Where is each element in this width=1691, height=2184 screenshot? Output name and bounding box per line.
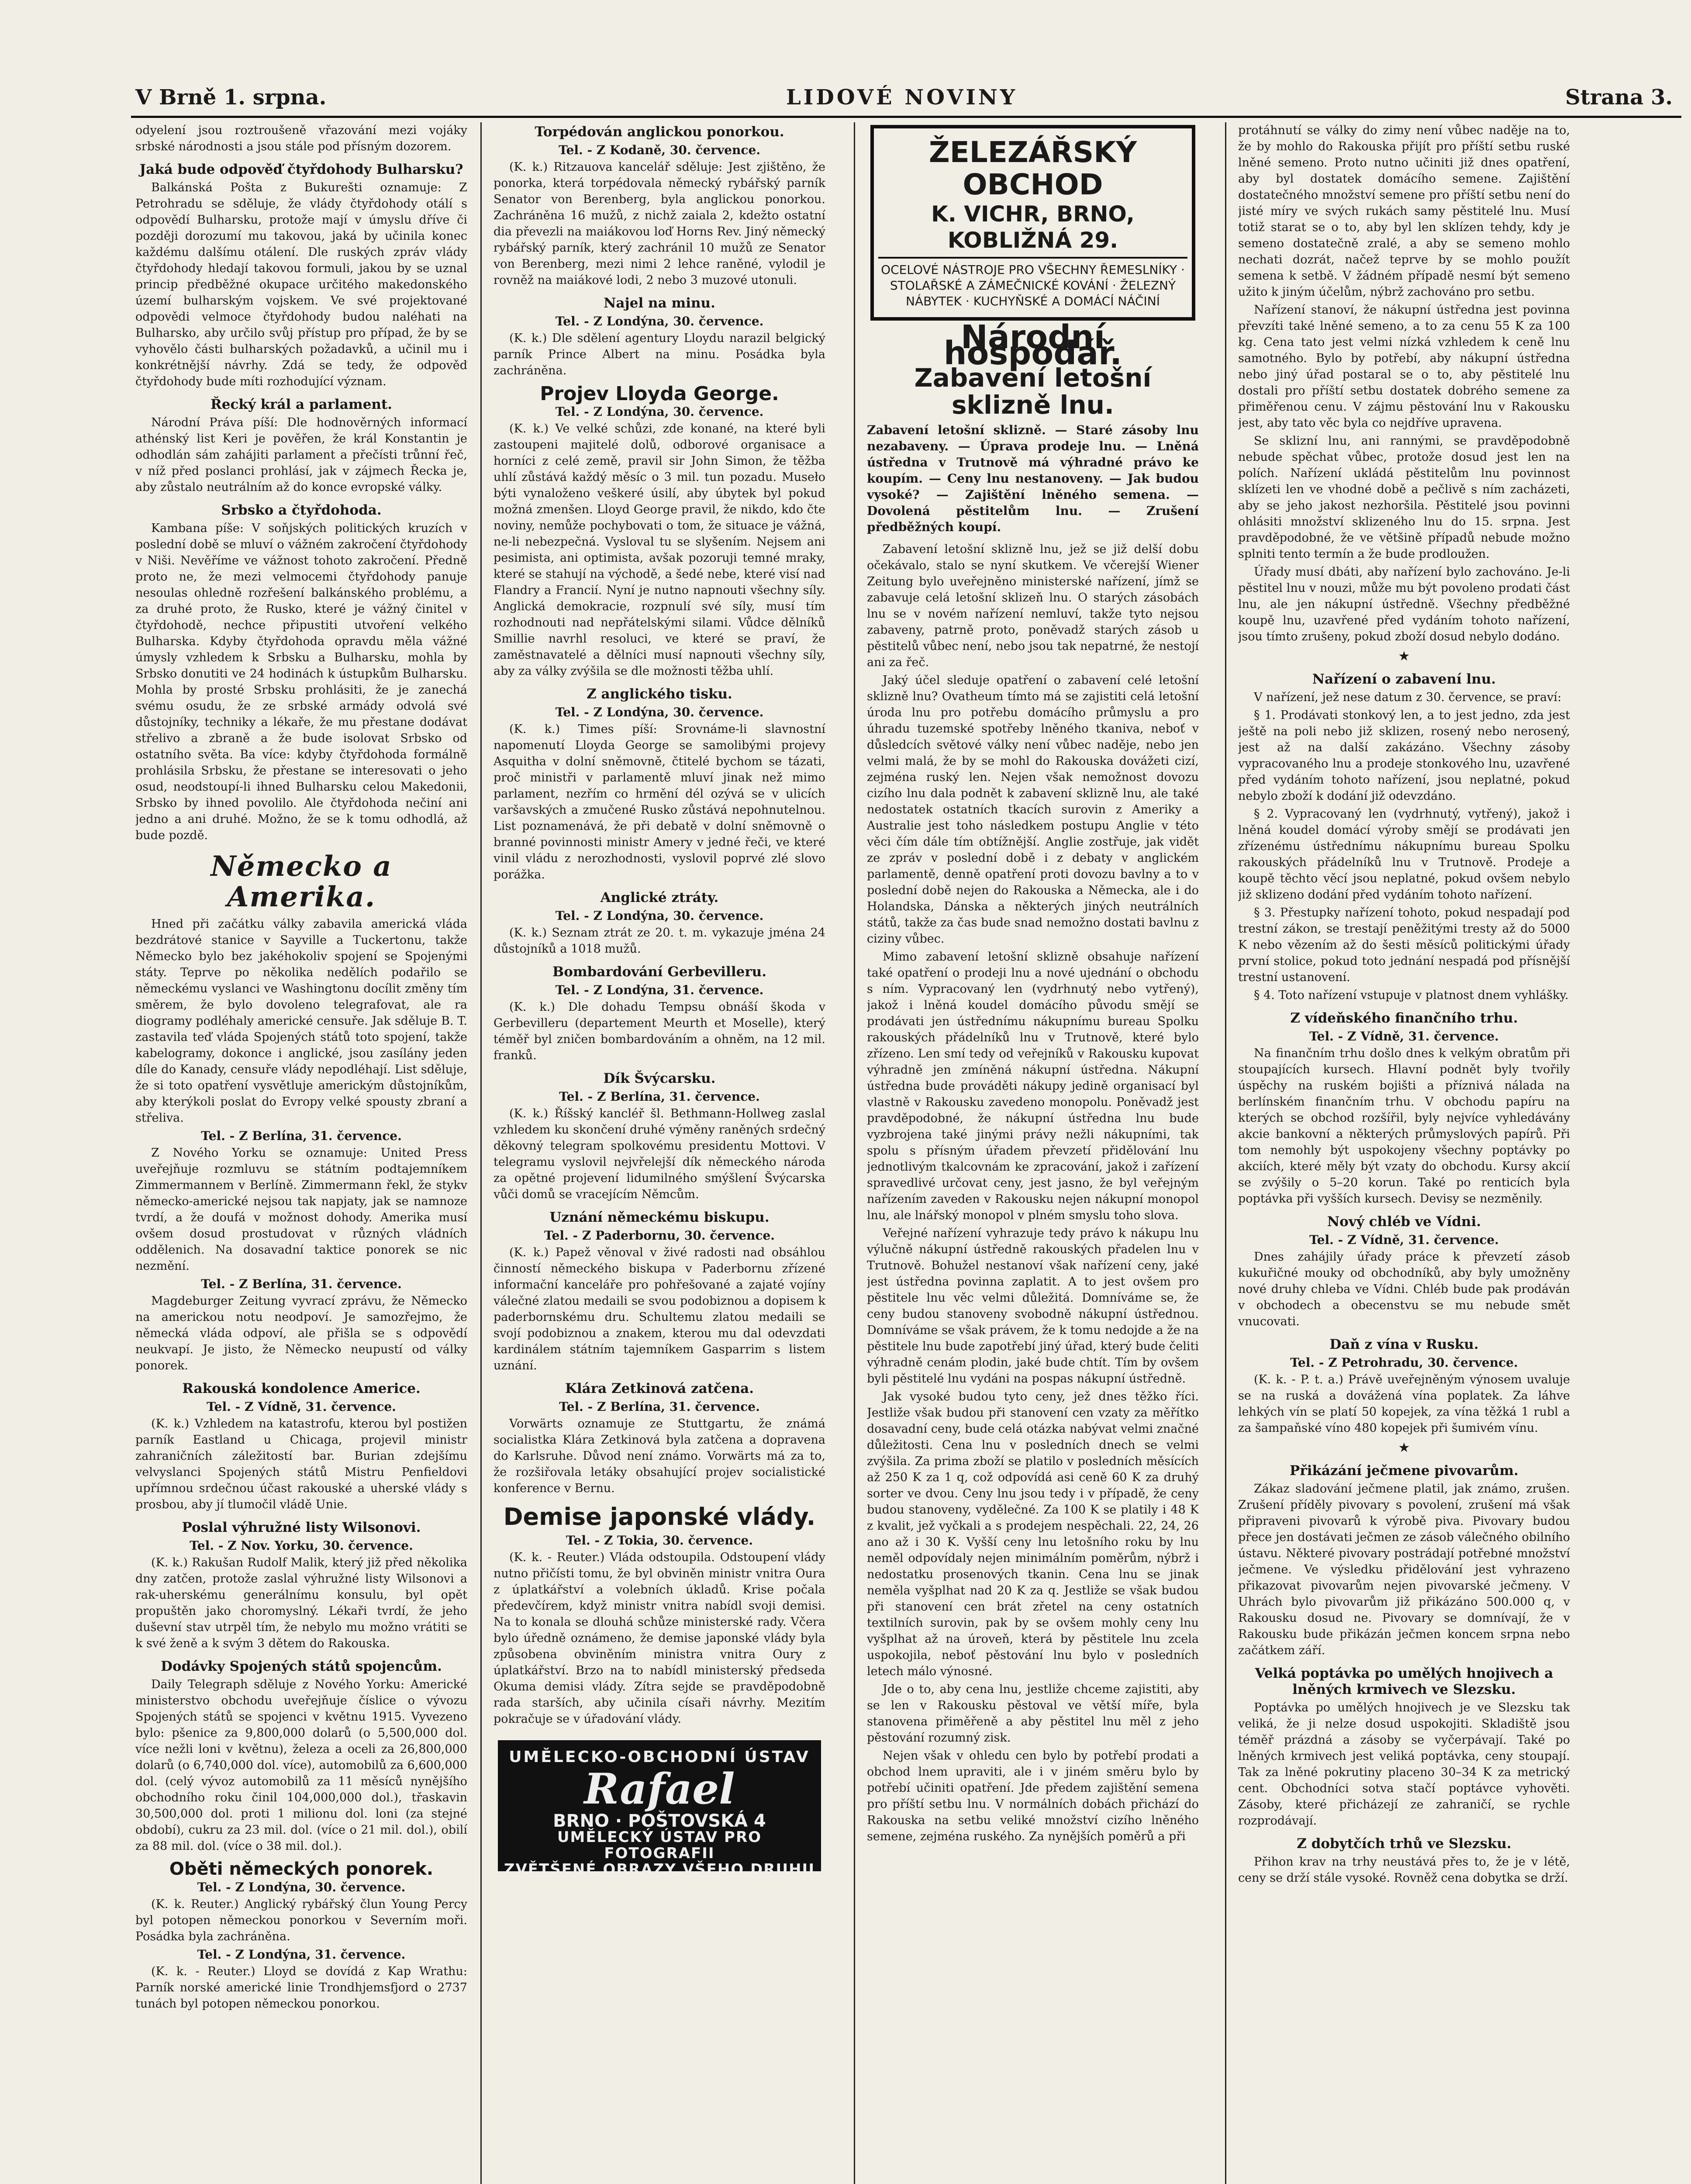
running-header	[131, 72, 1686, 120]
header-rule	[131, 116, 1681, 118]
dateline: Tel. - Z Londýna, 30. července.	[555, 705, 764, 719]
dateline: Tel. - Z Londýna, 30. července.	[555, 314, 764, 328]
dateline: Tel. - Z Paderbornu, 30. července.	[544, 1228, 775, 1243]
section-title: Národní hospodář.	[943, 318, 1122, 372]
article-body: (K. k.) Vzhledem na katastrofu, kterou byl postižen parník Eastland u Chicaga, projevil ministr zahraničních záležitostí bar. Burian zdejšímu velvyslanci Spojených států Mistru Penfieldovi upřímnou srdečnou účast rakouské a uherské vlády s prosbou, aby jí tlumočil vládě Unie.	[135, 1417, 467, 1511]
article-body: Z Nového Yorku se oznamuje: United Press uveřejňuje rozmluvu se státním podtajemníkem Zimmermannem v Berlíně. Zimmermann řekl, že stykv německo-americké nejsou tak napjaty, jak se namnoze tvrdí, a že doufá v možnost dohody. Amerika musí ovšem dosud prostudovat v různých vládních oddělenich. Na dosavadní taktice ponorek se nic nezmění.	[135, 1146, 467, 1273]
article-headline: Velká poptávka po umělých hnojivech a lněných krmivech ve Slezsku.	[1255, 1666, 1553, 1697]
photo-studio-advertisement	[498, 1740, 821, 1878]
dateline: Tel. - Z Londýna, 30. července.	[197, 1880, 406, 1894]
column-rule	[480, 122, 482, 2184]
article-summary: Zabavení letošní sklizně. — Staré zásoby lnu nezabaveny. — Úprava prodeje lnu. — Lněná ústředna v Trutnově má výhradné právo ke koupím. — Ceny lnu nestanoveny. — Jak budou vysoké? — Zajištění lněného semena. — Dovolená pěstitelům lnu. — Zrušení předběžných koupí.	[867, 423, 1199, 534]
section-headline: Německo a Amerika.	[211, 850, 392, 913]
article-body: Nařízení stanoví, že nákupní ústředna jest povinna převzíti také lněné semeno, a to za cenu 55 K za 100 kg. Cena tato jest velmi nízká vzhledem k ceně lnu samotného. Bylo by potřebí, aby nákupní ústředna nebo jiný úřad postaral se o to, aby pěstitelé lnu dostali pro příští setbu dostatek dobrého semene za přiměřenou cenu. V zájmu pěstování lnu v Rakousku jest, aby tato věc byla co nejdříve upravena.	[1238, 303, 1570, 430]
article-body: § 3. Přestupky nařízení tohoto, pokud nespadají pod trestní zákon, se trestají peněžitými tresty až do 5000 K nebo vězením až do šesti měsíců politickými úřady první stolice, pokud toto jednání nespadá pod přísnější trestní ustanovení.	[1238, 906, 1570, 984]
article-body: (K. k.) Ritzauova kancelář sděluje: Jest zjištěno, že ponorka, která torpédovala německý rybářský parník Senator von Berenberg, byla anglickou ponorkou. Zachráněna 16 mužů, z nichž zaiala 2, kdežto ostatní dia převezli na maiákovou loď Horns Rev. Jiný německý rybářský parník, který zachránil 10 mužů ze Senator von Berenberg, mezi nimi 2 lehce raněné, vylodil je rovněž na maiákové lodi, 2 nebo 3 muzové utonuli.	[493, 160, 825, 287]
dateline: Tel. - Z Vídně, 31. července.	[207, 1400, 396, 1414]
article-body: Přihon krav na trhy neustává přes to, že je v létě, ceny se drží stále vysoké. Rovněž cena dobytka se drží.	[1238, 1855, 1570, 1885]
dateline: Tel. - Z Kodaně, 30. července.	[558, 143, 761, 157]
article-body: (K. k.) Seznam ztrát ze 20. t. m. vykazuje jména 24 důstojníků a 1018 mužů.	[493, 926, 825, 956]
ad-line: UMĚLECKO-OBCHODNÍ ÚSTAV	[509, 1748, 810, 1766]
article-headline: Torpédován anglickou ponorkou.	[535, 124, 784, 140]
column-rule	[1225, 122, 1226, 2184]
article-headline: Zabavení letošní sklizně lnu.	[914, 363, 1152, 420]
ad-title: ŽELEZÁŘSKÝ OBCHOD	[928, 135, 1137, 201]
article-headline: Dík Švýcarsku.	[603, 1071, 716, 1086]
article-headline: Řecký král a parlament.	[210, 397, 393, 412]
dateline: Tel. - Z Vídně, 31. července.	[1309, 1029, 1499, 1044]
hardware-store-advertisement	[870, 125, 1195, 321]
article-body: Jaký účel sleduje opatření o zabavení celé letošní sklizně lnu? Ovatheum tímto má se zajistiti celá letošní úroda lnu pro potřebu domácího průmyslu a pro úhradu tuzemské spotřeby lněného tkaniva, neboť v důsledcích světové války není vůbec naděje, nebo jen velmi malá, že by se mohl do Rakouska dovážeti cizí, zejména ruský len. Nejen však nemožnost dovozu cizího lnu dala podnět k zabavení sklizně lnu, ale také nedostatek ostatních tkacích surovin z Ameriky a Australie jest toho následkem postupu Anglie v této věci čím dále tím obtížnější. Anglie zostřuje, jak vidět ze zpráv v poslední době i z debaty v anglickém parlamentě, denně opatření proti dovozu bavlny a to v poslední době nejen do Rakouska a Německa, ale i do Holandska, Dánska a některých jiných neutrálních států, takže za čas bude snad nemožno dostati bavlnu z ciziny vůbec.	[867, 674, 1199, 946]
article-body: Národní Práva píší: Dle hodnověrných informací athénský list Keri je pověřen, že král Konstantin je odhodlán sám zahájiti parlament a přečísti trůnní řeč, v níž před poslanci prohlásí, jak v zájmech Řecka je, aby zůstalo neutrálním až do konce evropské války.	[135, 416, 467, 494]
article-body: Nejen však v ohledu cen bylo by potřebí prodati a obchod lnem upraviti, ale i v jiném směru bylo by potřebí učiniti opatření. Jde předem zajištění semena pro příští setbu lnu. V normálních dobách přichází do Rakouska na setbu veliké množství cizího lněného semene, zejména ruského. Za nynějších poměrů a při	[867, 1749, 1199, 1843]
article-headline: Nařízení o zabavení lnu.	[1312, 671, 1496, 687]
ad-line: ZVĚTŠENÉ OBRAZY VŠEHO DRUHU	[504, 1861, 815, 1878]
article-body: Mimo zabavení letošní sklizně obsahuje nařízení také opatření o prodeji lnu a nové ujednání o obchodu s ním. Vypracovaný len (vydrhnutý nebo vytřený), jakož i lněná koudel domácího původu smějí se prodávati jen ústřednímu nákupnímu bureau Spolku rakouských přádelníků lnu v Trutnově, které bylo zřízeno. Len smí tedy od veřejníků v Rakousku kupovat výhradně jen zmíněná nákupní ústředna. Nákupní ústředna bude prováděti nákupy jedině organisací byl vlastně v Rakousku zavedeno monopolu. Poněvadž jest pravděpodobné, že nákupní ústředna lnu bude vyzbrojena také jinými právy nežli nákupními, tak spolu s přísným úřadem převzetí přidělování lnu jednotlivým tkalcovnám ke zpracování, jakož i zařízení spravedlivé určovat ceny, jest jasno, že byl veřejným nařízením zaveden v Rakousku nejen nákupní monopol lnu, ale lnářský monopol v plném smyslu toho slova.	[867, 950, 1199, 1222]
article-headline: Oběti německých ponorek.	[169, 1859, 434, 1879]
article-headline: Srbsko a čtyřdohoda.	[221, 502, 382, 518]
article-body: Kambana píše: V soňjských politických kruzích v poslední době se mluví o vážném zakročení čtyřdohody v Niši. Nevěříme ve vážnost tohoto zakročení. Předně proto ne, že mezi velmocemi čtyřdohody panuje nesoulas ohledně rozřešení balkánského problému, a za druhé proto, že Rusko, které je vážný činitel v čtyřdohodě, nechce připustiti utvoření velkého Bulharska. Kdyby čtyřdohoda opravdu měla vážné úmysly vzhledem k Srbsku a Bulharsku, mohla by Srbsko donutiti ve 24 hodinách k ústupkům Bulharsku. Mohla by prosté Srbsku prohlásiti, že je zanechá svému osudu, že ze srbské armády odvolá své důstojníky, techniky a lékaře, že mu přestane dodávat střelivo a zbraně a že bude isolovat Srbsko od ostatního světa. Ba více: kdyby čtyřdohoda formálně prohlásila Srbsku, že přestane se interesovati o jeho osud, neodstoupí-li ihned Bulharsku celou Makedonii, Srbsko by ihned povolilo. Ale čtyřdohoda nečiní ani jedno a ani druhé. Možno, že se k tomu odhodlá, až bude pozdě.	[135, 522, 467, 842]
article-headline: Rakouská kondolence Americe.	[182, 1381, 421, 1396]
article-headline: Z vídeňského finančního trhu.	[1290, 1010, 1518, 1026]
article-body: (K. k.) Rakušan Rudolf Malik, který již před několika dny zatčen, protože zaslal výhružné listy Wilsonovi a rak-uherskému generálnímu konsulu, byl opět propuštěn jako choromyslný. Lékaři tvrdí, že jeho duševní stav utrpěl tím, že nebylo mu možno vrátiti se k své ženě a k svým 3 dětem do Rakouska.	[135, 1556, 467, 1650]
article-body: (K. k.) Dle dohadu Tempsu obnáší škoda v Gerbevilleru (departement Meurth et Moselle), který téměř byl zničen bombardováním a ohněm, na 12 mil. franků.	[493, 1000, 825, 1062]
dateline: Tel. - Z Londýna, 31. července.	[555, 983, 764, 997]
ad-line: BRNO · POŠTOVSKÁ 4	[553, 1811, 766, 1831]
article-headline: Daň z vína v Rusku.	[1329, 1337, 1479, 1352]
dateline: Tel. - Z Vídně, 31. července.	[1309, 1233, 1499, 1247]
column-rule	[854, 122, 855, 2184]
column-2	[493, 122, 825, 2184]
article-body: § 4. Toto nařízení vstupuje v platnost dnem vyhlášky.	[1254, 988, 1569, 1002]
article-headline: Jaká bude odpověď čtyřdohody Bulharsku?	[139, 162, 463, 177]
ad-address: K. VICHR, BRNO, KOBLIŽNÁ 29.	[878, 201, 1187, 259]
dateline: Tel. - Z Londýna, 30. července.	[555, 909, 764, 923]
article-body: V nařízení, jež nese datum z 30. července, se praví:	[1254, 691, 1562, 704]
article-headline: Poslal výhružné listy Wilsonovi.	[182, 1520, 421, 1535]
article-headline: Z anglického tisku.	[587, 686, 732, 702]
article-headline: Dodávky Spojených států spojencům.	[161, 1659, 442, 1674]
separator-star: ★	[1398, 649, 1410, 664]
article-body: Zabavení letošní sklizně lnu, jež se již delší dobu očekávalo, stalo se nyní skutkem. Ve včerejší Wiener Zeitung bylo uveřejněno ministerské nařízení, jímž se zabavuje celá letošní sklizeň lnu. O starých zásobách lnu se v novém nařízení nemluví, takže tyto nejsou zabaveny, patrně proto, poněvadž starých zásob u pěstitelů vůbec není, nebo jsou tak nepatrné, že nestojí ani za řeč.	[867, 543, 1199, 669]
article-body: Balkánská Pošta z Bukurešti oznamuje: Z Petrohradu se sděluje, že vlády čtyřdohody otálí s odpovědí Bulharsku, protože mají v úmyslu dříve či později dorozumí mu takovou, jaká by učinila konec každému dalšímu otálení. Dle ruských zpráv vlády čtyřdohody hledají takovou formuli, jakou by se uznal princip předběžné okupace určitého makedonského území bulharským vojskem. Ve své projektované odpovědi velmoce čtyřdohody budou naléhati na Bulharsko, aby určilo svůj přístup pro případ, že by se vyhovělo části bulharských požadavků, a učinil mu i konkrétnější návrhy. Zdá se tedy, že odpověď čtyřdohody bude míti rozhodující význam.	[135, 181, 467, 388]
article-headline: Nový chléb ve Vídni.	[1327, 1214, 1481, 1230]
article-continuation: odyelení jsou roztroušeně vřazování mezi vojáky srbské národnosti a jsou stále pod přísným dozorem.	[135, 124, 467, 153]
header-date: V Brně 1. srpna.	[135, 85, 327, 110]
dateline: Tel. - Z Berlína, 31. července.	[201, 1129, 402, 1143]
dateline: Tel. - Z Berlína, 31. července.	[201, 1277, 402, 1291]
article-body: (K. k. Reuter.) Anglický rybářský člun Young Percy byl potopen německou ponorkou v Severním moři. Posádka byla zachráněna.	[135, 1897, 467, 1943]
article-body: Dnes zahájily úřady práce k převzetí zásob kukuřičné mouky od obchodníků, aby byly umožněny nové druhy chleba ve Vídni. Chléb bude pak prodáván v obchodech a obecenstvu se mu nebude smět vnucovati.	[1238, 1250, 1570, 1328]
dateline: Tel. - Z Berlína, 31. července.	[559, 1089, 760, 1104]
article-body: Se sklizní lnu, ani rannými, se pravděpodobně nebude spěchat vůbec, protože dosud jest len na polích. Nařízení ukládá pěstitelům lnu povinnost sklízeti len ve vhodné době a pečlivě s ním zacházeti, aby se jeho jakost nezhoršila. Pěstitelé jsou povinni ohlásiti množství sklizeného lnu do 15. srpna. Jest pravděpodobné, že ve většině případů nebude možno splniti tento termín a že bude prodloužen.	[1238, 434, 1570, 561]
masthead-title: LIDOVÉ NOVINY	[786, 85, 1018, 110]
dateline: Tel. - Z Tokia, 30. července.	[566, 1533, 753, 1548]
article-body: Veřejné nařízení vyhrazuje tedy právo k nákupu lnu výlučně nákupní ústředně rakouských přadelen lnu v Trutnově. Bohužel nestanoví však nařízení ceny, jaké jest ústředna povinna zaplatit. A to jest ovšem pro pěstitele lnu věc velmi důležitá. Domníváme se, že ceny budou stanoveny svobodně nákupní ústřednou. Domníváme se však právem, že k tomu nedojde a že na pěstitele lnu bude zapotřebí jiný úřad, který bude čeliti výhradně cenám plodin, jaké bude chtít. Tím by ovšem byli pěstitelé lnu vydáni na pospas nákupní ústředně.	[867, 1227, 1199, 1386]
dateline: Tel. - Z Berlína, 31. července.	[559, 1400, 760, 1414]
article-body: Magdeburger Zeitung vyvrací zprávu, že Německo na americkou notu neodpoví. Je samozřejmo, že německá vláda odpoví, ale přišla se s odpovědí neukvapí. Je jisto, že Německo neupustí od války ponorek.	[135, 1294, 467, 1372]
article-headline: Přikázání ječmene pivovarům.	[1290, 1463, 1518, 1479]
article-body: (K. k.) Dle sdělení agentury Lloydu narazil belgický parník Prince Albert na minu. Posádka byla zachráněna.	[493, 332, 825, 377]
article-body: Poptávka po umělých hnojivech je ve Slezsku tak veliká, že ji nelze dosud uspokojiti. Skladiště jsou téměř prázdná a zásoby se vyčerpávají. Také po lněných krmivech jest veliká poptávka, ceny stoupají. Tak za lněné pokrutiny placeno 30–34 K za metrický cent. Obchodníci sotva stačí poptávce vyhověti. Zásoby, které přicházejí ze zahraničí, se rychle rozprodávají.	[1238, 1701, 1570, 1828]
dateline: Tel. - Z Londýna, 31. července.	[197, 1947, 406, 1962]
ad-line: UMĚLECKÝ ÚSTAV PRO FOTOGRAFII	[557, 1828, 762, 1862]
article-body: (K. k.) Times píší: Srovnáme-li slavnostní napomenutí Lloyda George se samolibými projevy Asquitha v dolní sněmovně, čtitelé bychom se tázati, proč ministři v parlamentě mluví jinak než mimo parlament, nezřím co hrmění dél ozývá se v ulicích varšavských a zmučené Rusko zůstává nepohnutelnou. List poznamenává, že při debatě v dolní sněmovně o branné povinnosti ministr Amery v jedné řeči, ve které vinil vládu z nerozhodnosti, vyslovil poprvé zlé slovo porážka.	[493, 722, 825, 881]
article-body: Jak vysoké budou tyto ceny, jež dnes těžko říci. Jestliže však budou při stanovení cen vzaty za měřítko dosavadní ceny, bude celá otázka nabývat velmi značné důležitosti. Cena lnu v posledních dnech se velmi zvýšila. Za prima zboží se platilo v posledních měsících až 250 K za 1 q, což odpovídá asi ceně 60 K za druhý sorter ve dvou. Ceny lnu jsou tedy i v případě, že ceny budou stanoveny, vydělečné. Za 100 K se platily i 48 K z kvalit, jež vyčkali a s prodejem nespěchali. 22, 24, 26 ano až i 30 K. Vyšší ceny lnu letošního roku by lnu neměl odpovídaly nejen minimálním poměrům, nýbrž i nedostatku prosenových tkanin. Cena lnu se jinak neměla vyšplhat nad 20 K za q. Jestliže se však budou při stanovení cen brát zřetel na ceny ostatních textilních surovin, pak by se ovšem mohly ceny lnu vyšplhat až na úroveň, která by pěstitele lnu zcela uspokojila, neboť pěstování lnu bylo v posledních letech málo výnosné.	[867, 1390, 1199, 1678]
article-body: (K. k. - Reuter.) Lloyd se dovídá z Kap Wrathu: Parník norské americké linie Trondhjemsfjord o 2737 tunách byl potopen německou ponorkou.	[135, 1965, 467, 2011]
article-body: Hned při začátku války zabavila americká vláda bezdrátové stanice v Sayville a Tuckertonu, takže Německo bylo bez jakéhokoliv spojení se Spojenými státy. Teprve po několika nedělích podařilo se německému vyslanci ve Washingtonu docílit změny tím směrem, že bylo dovoleno telegrafovat, ale ra diogramy podléhaly americké censuře. Jak sděluje B. T. zastavila teď vláda Spojených států toto spojení, takže kabelogramy, dokonce i anglické, jsou zasílány jeden díle do Kanady, censuře vlády nepodléhají. List sděluje, že si toto opatření vysvětluje americkým důstojníkům, aby kterýkoli poslat do Evropy velké spousty zbraní a střeliva.	[135, 917, 467, 1125]
article-headline: Anglické ztráty.	[600, 890, 719, 905]
column-1	[135, 122, 467, 2184]
article-body: Úřady musí dbáti, aby nařízení bylo zachováno. Je-li pěstitel lnu v nouzi, může mu být povoleno prodati část lnu, ale jen nákupní ústředně. Všechny předběžné koupě lnu, uzavřené před vydáním tohoto nařízení, jsou tímto zrušeny, pokud zboží dosud nebylo dodáno.	[1238, 565, 1570, 643]
article-headline: Bombardování Gerbevilleru.	[552, 964, 766, 980]
article-headline: Najel na minu.	[604, 295, 715, 311]
article-body: (K. k. - P. t. a.) Právě uveřejněným výnosem uvaluje se na ruská a dovážená vína poplatek. Za láhve lehkých vín se platí 50 kopejek, za vína těžká 1 rubl a za šampaňské víno 480 kopejek při šumivém vínu.	[1238, 1373, 1570, 1435]
article-body: (K. k. - Reuter.) Vláda odstoupila. Odstoupení vlády nutno přičísti tomu, že byl obviněn ministr vnitra Oura z úplatkářství a volebních úkladů. Krise počala předevčírem, když ministr vnitra nabídl svoji demisi. Na to konala se dlouhá schůze ministerské rady. Včera bylo úředně oznámeno, že demise japonské vlády byla způsobena obviněním ministra vnitra Oury z úplatkářství. Brzo na to nabídl ministerský předseda Okuma demisi vlády. Zítra sejde se pravděpodobně rada starších, aby učinila císaři návrhy. Mezitím pokračuje se v úřadování vlády.	[493, 1551, 825, 1726]
article-headline: Uznání německému biskupu.	[549, 1209, 770, 1225]
article-headline: Projev Lloyda George.	[540, 383, 779, 405]
article-body: protáhnutí se války do zimy není vůbec naděje na to, že by mohlo do Rakouska přijít pro příští setbu ruské lněné semeno. Proto nutno učiniti již dnes opatření, aby byl dostatek domácího semene. Zajištění dostatečného množství semene pro příští setbu není do jisté míry ve svých rukách samy pěstitelé lnu. Musí totiž starat se o to, aby byl len sklízen tehdy, kdy je semeno dostatečně zralé, a aby se semeno mohlo nechati dozrát, načež teprve by se mohlo použít semena k setbě. V žádném případě nesmí být semeno užito k jiným účelům, nýbrž zachováno pro setbu.	[1238, 124, 1570, 299]
article-body: Jde o to, aby cena lnu, jestliže chceme zajistiti, aby se len v Rakousku pěstoval ve větší míře, byla stanovena přiměřeně a aby pěstitel lnu měl z jeho pěstování rozumný zisk.	[867, 1683, 1199, 1745]
article-headline: Klára Zetkinová zatčena.	[565, 1381, 754, 1396]
article-body: Vorwärts oznamuje ze Stuttgartu, že známá socialistka Klára Zetkinová byla zatčena a dopravena do Karlsruhe. Důvod není známo. Vorwärts má za to, že rozšiřovala letáky obsahující projev socialistické konference v Bernu.	[493, 1417, 825, 1495]
article-body: Daily Telegraph sděluje z Nového Yorku: Americké ministerstvo obchodu uveřejňuje číslice o vývozu Spojených států se spojenci v květnu 1915. Vyvezeno bylo: pšenice za 9,800,000 dolarů (o 5,500,000 dol. více nežli loni v květnu), železa a oceli za 26,800,000 dolarů (o 6,740,000 dol. více), automobilů za 6,600,000 dol. (celý vývoz automobilů za 11 měsíců nynějšího obchodního roku činil 104,000,000 dol.), třaskavin 30,500,000 dol. proti 1 milionu dol. loni (za stejné období), cukru za 23 mil. dol. (více o 21 mil. dol.), obilí za 88 mil. dol. (více o 38 mil. dol.).	[135, 1678, 467, 1853]
article-body: (K. k.) Říšský kancléř šl. Bethmann-Hollweg zaslal vzhledem ku skončení druhé výměny raněných srdečný děkovný telegram spolkovému presidentu Mottovi. V telegramu vyslovil nejvřelejší dík německého národa za opětné projevení lidumilného smýšlení Švýcarska vůči domů se vracejícím Němcům.	[493, 1107, 825, 1201]
page-number: Strana 3.	[1565, 85, 1673, 110]
dateline: Tel. - Z Nov. Yorku, 30. července.	[190, 1538, 413, 1553]
ad-goods: OCELOVÉ NÁSTROJE PRO VŠECHNY ŘEMESLNÍKY · STOLAŘSKÉ A ZÁMEČNICKÉ KOVÁNÍ · ŽELEZNÝ NÁBYTEK · KUCHYŇSKÉ A DOMÁCÍ NÁČINÍ	[881, 263, 1185, 308]
article-body: Na finančním trhu došlo dnes k velkým obratům při stoupajících kursech. Hlavní podnět byly tvořily úspěchy na ruském bojišti a příznivá nálada na berlínském finančním trhu. V obchodu papíru na kterých se obchod rozšířil, byly nejvíce vyhledávány akcie bankovní a některých průmyslových papírů. Při tom nemohly být uspokojeny všechny poptávky po akciích, které měly být vzaty do obchodu. Kursy akcií se zvýšily o 5–20 korun. Také po renticích byla poptávka při vyšších kursech. Devisy se nezměnily.	[1238, 1047, 1570, 1206]
dateline: Tel. - Z Petrohradu, 30. července.	[1290, 1355, 1518, 1370]
article-body: § 2. Vypracovaný len (vydrhnutý, vytřený), jakož i lněná koudel domácí výroby smějí se prodávati jen zřízenému ústřednímu nákupnímu bureau Spolku rakouských přádelníků lnu v Trutnově. Prodeje a koupě těchto věcí jsou neplatné, pokud ovšem nebylo již sklizeno dodání před vydáním tohoto nařízení.	[1238, 807, 1570, 902]
column-3	[867, 122, 1199, 2184]
article-headline: Demise japonské vlády.	[503, 1503, 816, 1531]
article-body: (K. k.) Papež věnoval v živé radosti nad obsáhlou činností německého biskupa v Paderbornu zřízené informační kanceláře pro pohřešované a zajaté vojíny válečné zlatou medaili se svou podobiznou a dopisem k paderbornskému dru. Schultemu zlatou medaili se svojí podobiznou a znakem, kterou mu dal odevzdati kardinálem státním tajemníkem Gasparrim s listem uznání.	[493, 1246, 825, 1372]
ad-brand: Rafael	[584, 1764, 735, 1814]
separator-star: ★	[1398, 1440, 1410, 1455]
column-4	[1238, 122, 1570, 2184]
dateline: Tel. - Z Londýna, 30. července.	[555, 404, 764, 419]
article-body: Zákaz sladování ječmene platil, jak známo, zrušen. Zrušení příděly pivovary s povolení, zrušení má však připraveni pivovarů k výrobě piva. Pivovary budou přece jen dostávati ječmen ze zásob válečného obilního ústavu. Některé pivovary postrádají potřebné množství ječmene. Ve výsledku přidělování jest vyhrazeno přikazovat pivovarům nejen pivovarské ječmeny. V Uhrách bylo pivovarům již přikázáno 500.000 q, v Rakousku dosud ne. Pivovary se domnívají, že v Rakousku bude přikázán ječmen koncem srpna nebo začátkem září.	[1238, 1482, 1570, 1657]
article-body: (K. k.) Ve velké schůzi, zde konané, na které byli zastoupeni majitelé dolů, odborové organisace a horníci z celé země, pravil sir John Simon, že těžba uhlí zůstává každý měsíc o 3 mil. tun pozadu. Museło býti vynaloženo veškeré úsilí, aby úbytek byl pokud možná zmenšen. Lloyd George pravil, že nikdo, kdo čte noviny, nemůže pochybovati o tom, že situace je vážná, ne-li nebezpečná. Vysloval tu se slyšením. Nejsem ani pesimista, ani optimista, avšak pozoruji temné mraky, které se stahují na východě, a šedé nebe, které visí nad Flandry a Francií. Nyní je nutno napnouti všechny síly. Anglická demokracie, rozpnulí své síly, musí tím rozhodnouti nad nepřátelskými silami. Vůdce dělníků Smillie navrhl resoluci, ve které se praví, že zaměstnavatelé a dělníci musí napnouti všechny síly, aby za války zvýšila se dle možnosti těžba uhlí.	[493, 422, 825, 678]
article-headline: Z dobytčích trhů ve Slezsku.	[1297, 1836, 1512, 1852]
article-body: § 1. Prodávati stonkový len, a to jest jedno, zda jest ještě na poli nebo již sklizen, rosený nebo nerosený, jest až na další zakázáno. Všechny zásoby vypracovaného lnu a prodeje stonkového lnu, uzavřené před vydáním tohoto nařízení, jsou neplatné, pokud nebylo zboží k dodání již odevzdáno.	[1238, 708, 1570, 803]
